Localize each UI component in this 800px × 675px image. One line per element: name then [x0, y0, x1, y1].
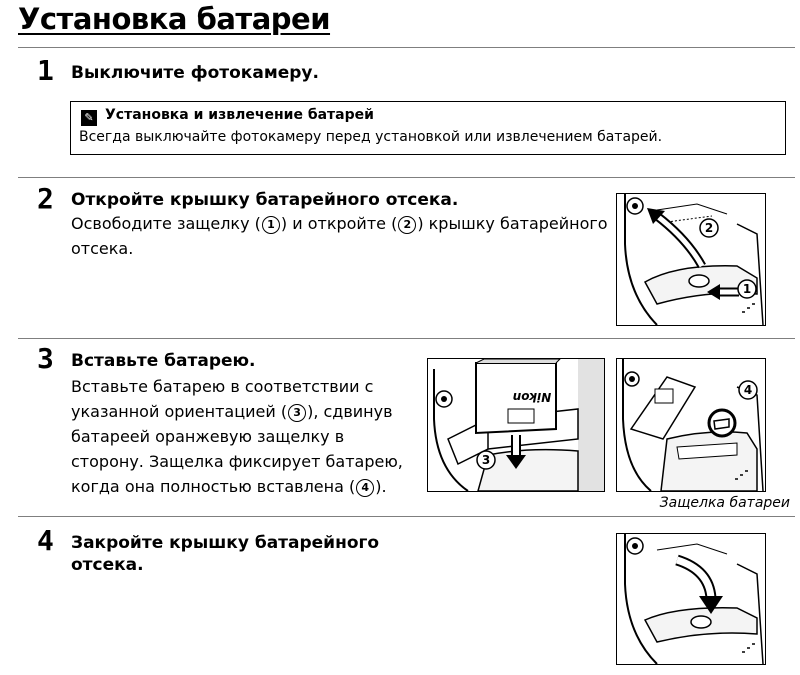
- figure-label-4: 4: [743, 383, 753, 397]
- step-3-line-2b: ), сдвинув: [307, 402, 393, 421]
- step-3-line-3: батареей оранжевую защелку в: [71, 427, 345, 446]
- figure-label-1: 1: [742, 282, 752, 296]
- note-heading: [81, 107, 374, 126]
- step-3-title: Вставьте батарею.: [71, 351, 256, 371]
- marker-4: 4: [356, 479, 374, 497]
- step-4-title: [71, 532, 379, 576]
- step-2-text-c: ) крышку батарейного: [417, 214, 608, 233]
- step-1-title: Выключите фотокамеру.: [71, 63, 319, 83]
- title-rule: [18, 47, 795, 48]
- step-4-title-line-2: отсека.: [71, 555, 144, 575]
- step-3-line-2a: указанной ориентацией (: [71, 402, 288, 421]
- step-2-title: Откройте крышку батарейного отсека.: [71, 190, 459, 210]
- step-3-line-2: [71, 399, 421, 424]
- step-4-number: 4: [37, 524, 54, 557]
- step-divider-3: [18, 516, 795, 517]
- note-heading-text: Установка и извлечение батарей: [105, 107, 374, 123]
- step-2-text-a: Освободите защелку (: [71, 214, 261, 233]
- step-4-title-line-1: Закройте крышку батарейного: [71, 533, 380, 553]
- marker-2: 2: [398, 216, 416, 234]
- step-3-text: [71, 374, 421, 499]
- page-title: Установка батареи: [18, 2, 331, 36]
- pencil-icon: ✎: [81, 110, 97, 126]
- note-text: Всегда выключайте фотокамеру перед установкой или извлечением батарей.: [79, 129, 663, 145]
- step-2-number: 2: [37, 182, 54, 215]
- figure-battery-latch: [616, 358, 766, 492]
- step-2-line-2: отсека.: [71, 239, 134, 258]
- step-3-line-5b: ).: [375, 477, 387, 496]
- figure-open-cover: [616, 193, 766, 326]
- marker-1: 1: [262, 216, 280, 234]
- marker-3: 3: [288, 404, 306, 422]
- step-3-line-4: сторону. Защелка фиксирует батарею,: [71, 452, 403, 471]
- step-divider-2: [18, 338, 795, 339]
- figure-open-cover-drawing: [617, 194, 765, 325]
- step-3-line-5: [71, 474, 421, 499]
- figure-close-cover: [616, 533, 766, 665]
- battery-brand-label: Nikon: [512, 390, 552, 404]
- figure-close-cover-drawing: [617, 534, 765, 664]
- figure-label-3: 3: [481, 453, 491, 467]
- figure-insert-battery: [427, 358, 605, 492]
- step-3-line-5a: когда она полностью вставлена (: [71, 477, 356, 496]
- figure-battery-latch-drawing: [617, 359, 765, 491]
- step-2-text: [71, 211, 611, 261]
- step-3-line-1: Вставьте батарею в соответствии с: [71, 377, 374, 396]
- step-3-number: 3: [37, 342, 54, 375]
- figure-label-2: 2: [704, 221, 714, 235]
- latch-caption: Защелка батареи: [659, 495, 790, 511]
- step-divider-1: [18, 177, 795, 178]
- step-2-text-b: ) и откройте (: [280, 214, 398, 233]
- note-box: [70, 101, 786, 155]
- figure-insert-battery-drawing: [428, 359, 604, 491]
- step-2-line-1: [71, 211, 611, 236]
- step-1-number: 1: [37, 54, 54, 87]
